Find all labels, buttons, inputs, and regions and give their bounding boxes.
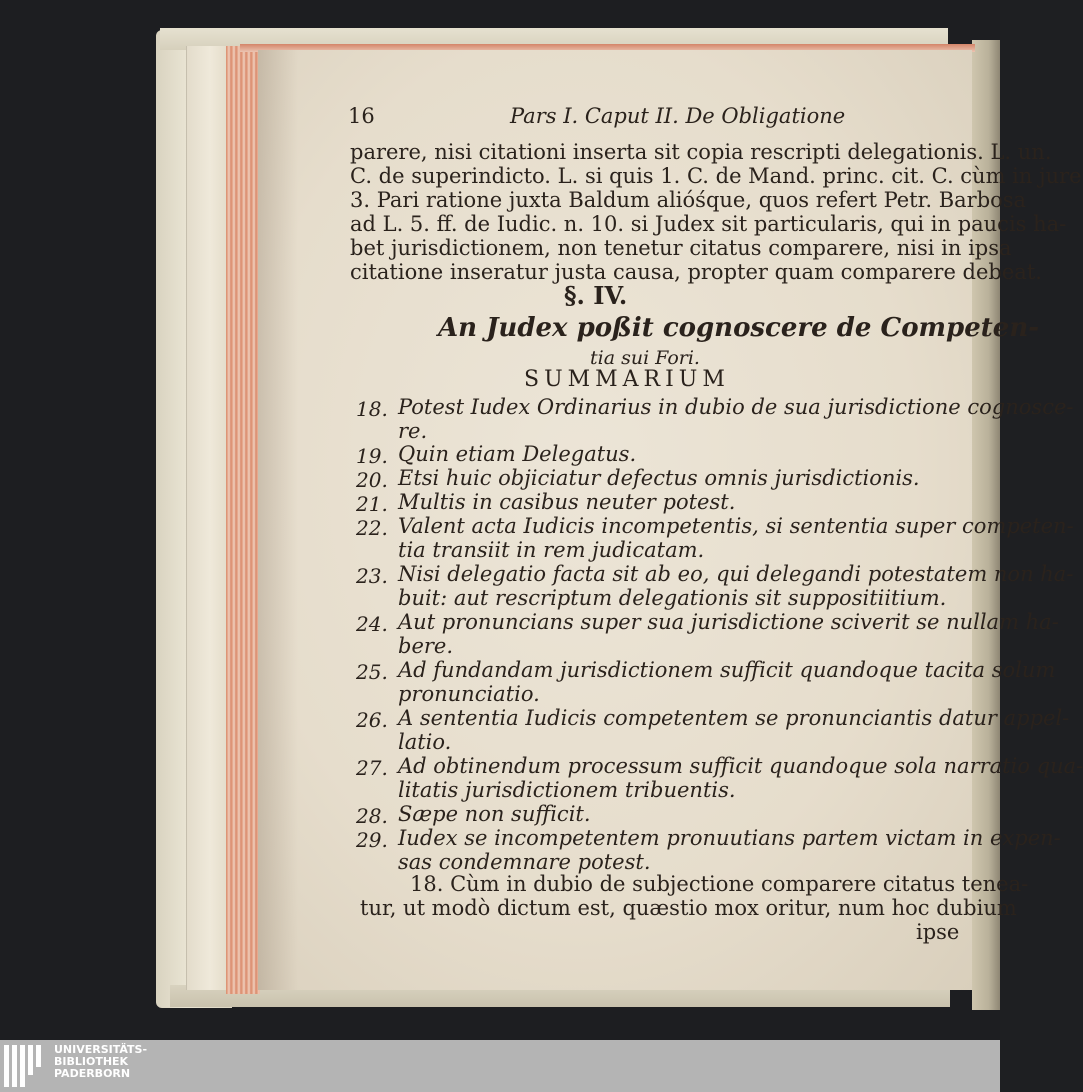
entry-text: Nisi delegatio facta sit ab eo, qui delegandi potestatem non ha- [398, 562, 1074, 586]
section-title-line2: tia sui Fori. [590, 347, 700, 369]
entry-number: 23. [356, 564, 388, 588]
entry-text: Ad obtinendum processum sufficit quandoque sola narratio qua- [398, 754, 1083, 778]
section-title-line1: An Judex poßit cognoscere de Competen- [438, 313, 1040, 343]
entry-text: litatis jurisdictionem tribuentis. [398, 778, 736, 802]
entry-text: Etsi huic objiciatur defectus omnis jurisdictionis. [398, 466, 920, 490]
library-logo-text [54, 1044, 147, 1080]
running-head: Pars I. Caput II. De Obligatione [510, 104, 846, 128]
entry-number: 25. [356, 660, 388, 684]
entry-number: 18. [356, 397, 388, 421]
entry-text: re. [398, 419, 428, 443]
logo-line: BIBLIOTHEK [54, 1055, 129, 1068]
entry-number: 26. [356, 708, 388, 732]
entry-text: Sæpe non sufficit. [398, 802, 591, 826]
body-line: C. de superindicto. L. si quis 1. C. de Mand. princ. cit. C. cùm in jure [350, 164, 1082, 188]
entry-text: Ad fundandam jurisdictionem sufficit quandoque tacita solum [398, 658, 1056, 682]
catchword: ipse [916, 920, 960, 944]
body-line: ad L. 5. ff. de Iudic. n. 10. si Judex sit particularis, qui in paucis ha- [350, 212, 1067, 236]
body-line: 18. Cùm in dubio de subjectione comparere citatus tenea- [410, 872, 1029, 896]
footer-bar [0, 1040, 1000, 1092]
entry-text: Multis in casibus neuter potest. [398, 490, 736, 514]
entry-text: Valent acta Iudicis incompetentis, si sententia super competen- [398, 514, 1074, 538]
entry-text: bere. [398, 634, 454, 658]
entry-number: 21. [356, 492, 388, 516]
body-line: tur, ut modò dictum est, quæstio mox oritur, num hoc dubium [360, 896, 1017, 920]
entry-text: Potest Iudex Ordinarius in dubio de sua jurisdictione cognosce- [398, 395, 1074, 419]
entry-number: 24. [356, 612, 388, 636]
entry-text: Quin etiam Delegatus. [398, 442, 637, 466]
library-logo-icon [4, 1045, 48, 1087]
entry-number: 20. [356, 468, 388, 492]
entry-number: 28. [356, 804, 388, 828]
page-number: 16 [348, 104, 375, 128]
entry-number: 19. [356, 444, 388, 468]
entry-number: 29. [356, 828, 388, 852]
logo-line: UNIVERSITÄTS- [54, 1043, 148, 1056]
body-line: parere, nisi citationi inserta sit copia rescripti delegationis. L. un. [350, 140, 1052, 164]
entry-number: 22. [356, 516, 388, 540]
entry-text: Aut pronuncians super sua jurisdictione sciverit se nullam ha- [398, 610, 1059, 634]
entry-text: buit: aut rescriptum delegationis sit suppositiitium. [398, 586, 947, 610]
entry-text: Iudex se incompetentem pronuutians partem victam in expen- [398, 826, 1061, 850]
logo-line: PADERBORN [54, 1067, 131, 1080]
entry-text: pronunciatio. [398, 682, 540, 706]
entry-text: latio. [398, 730, 452, 754]
entry-text: A sententia Iudicis competentem se pronunciantis datur appel- [398, 706, 1070, 730]
entry-text: tia transiit in rem judicatam. [398, 538, 705, 562]
section-mark: §. IV. [564, 281, 628, 310]
body-line: citatione inseratur justa causa, propter quam comparere debeat. [350, 260, 1042, 284]
body-line: 3. Pari ratione juxta Baldum alióśque, quos refert Petr. Barbosa [350, 188, 1027, 212]
summarium-heading: SUMMARIUM [524, 367, 730, 392]
entry-text: sas condemnare potest. [398, 850, 651, 874]
entry-number: 27. [356, 756, 388, 780]
body-line: bet jurisdictionem, non tenetur citatus comparere, nisi in ipsa [350, 236, 1012, 260]
